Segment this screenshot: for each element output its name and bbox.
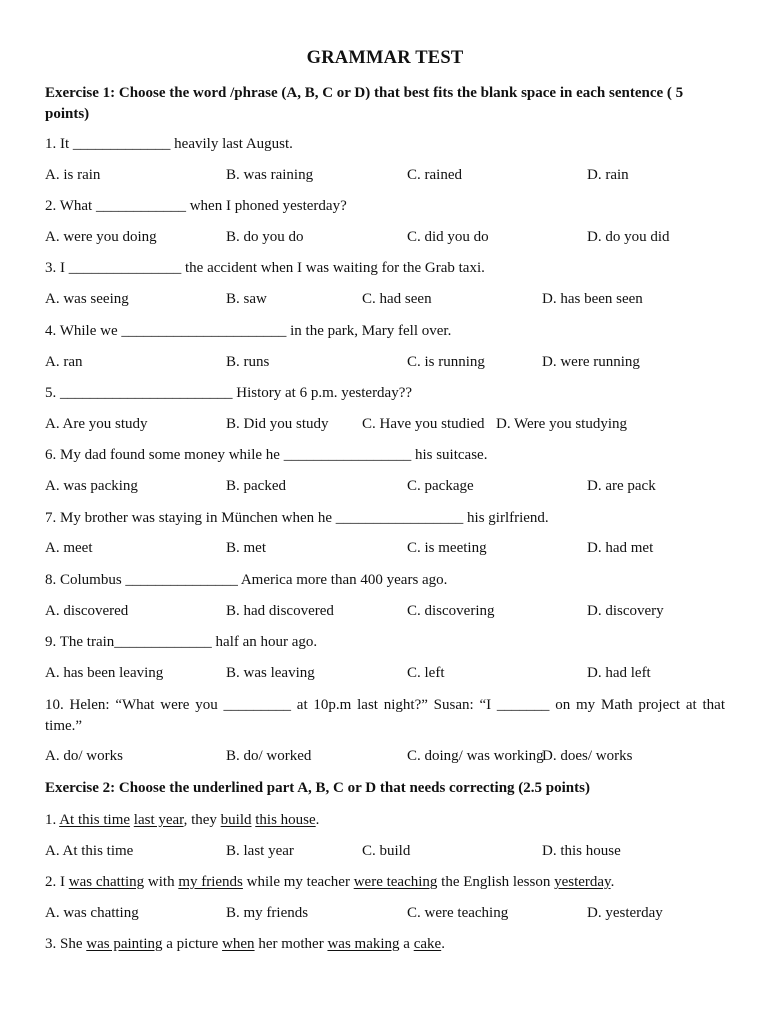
q6-option-a: A. was packing (45, 478, 138, 494)
q1-option-d: D. rain (587, 167, 629, 183)
q10-option-d: D. does/ works (542, 748, 633, 764)
q6-option-b: B. packed (226, 478, 286, 494)
exercise-2-heading: Exercise 2: Choose the underlined part A, B, C or D that needs correcting (2.5 points) (45, 780, 590, 796)
ex2-q1-option-a: A. At this time (45, 843, 134, 859)
question-2: 2. What ____________ when I phoned yesterday? (45, 198, 347, 214)
q1-option-c: C. rained (407, 167, 462, 183)
ex2-q2-option-c: C. were teaching (407, 905, 509, 921)
ex2-q1-option-c: C. build (362, 843, 411, 859)
q9-option-b: B. was leaving (226, 665, 315, 681)
exercise-1-heading: Exercise 1: Choose the word /phrase (A, B, C or D) that best fits the blank space in each sentence ( 5 points) (45, 85, 684, 122)
q4-option-b: B. runs (226, 354, 270, 370)
q2-option-d: D. do you did (587, 229, 670, 245)
ex2-q2-option-b: B. my friends (226, 905, 309, 921)
q4-option-a: A. ran (45, 354, 83, 370)
ex2-q1-part-d: this house (255, 812, 316, 828)
q9-option-a: A. has been leaving (45, 665, 164, 681)
ex2-q3-text: a (399, 936, 414, 952)
ex2-q2-number: 2. I (45, 874, 69, 890)
q3-option-d: D. has been seen (542, 291, 643, 307)
q7-option-b: B. met (226, 540, 266, 556)
ex2-q2-part-d: yesterday (554, 874, 611, 890)
ex2-q1-option-b: B. last year (226, 843, 294, 859)
ex2-q2-text: the English lesson (437, 874, 555, 890)
q2-option-a: A. were you doing (45, 229, 157, 245)
ex2-q3-part-a: was painting (86, 936, 163, 952)
q7-option-d: D. had met (587, 540, 654, 556)
ex2-q2-option-a: A. was chatting (45, 905, 139, 921)
q8-option-a: A. discovered (45, 603, 129, 619)
ex2-q1-text: , they (183, 812, 221, 828)
page-title: GRAMMAR TEST (306, 48, 464, 68)
ex2-question-1 (45, 810, 725, 831)
q6-option-d: D. are pack (587, 478, 656, 494)
ex2-question-3 (45, 934, 725, 955)
ex2-q1-part-b: last year (133, 812, 184, 828)
question-9: 9. The train_____________ half an hour ago. (45, 634, 318, 650)
ex2-q2-text: . (610, 874, 615, 890)
q6-option-c: C. package (407, 478, 474, 494)
q10-option-c: C. doing/ was working (407, 748, 544, 764)
q3-option-c: C. had seen (362, 291, 432, 307)
ex2-q1-number: 1. (45, 812, 60, 828)
ex2-q2-part-b: my friends (178, 874, 243, 890)
q4-option-d: D. were running (542, 354, 640, 370)
question-10: 10. Helen: “What were you _________ at 10p.m last night?” Susan: “I _______ on my Math project at that time.” (45, 697, 725, 734)
ex2-q3-part-b: when (222, 936, 255, 952)
question-6: 6. My dad found some money while he _________________ his suitcase. (45, 447, 488, 463)
ex2-q2-part-a: was chatting (68, 874, 145, 890)
q9-option-d: D. had left (587, 665, 651, 681)
ex2-q3-text: . (441, 936, 445, 952)
q1-option-b: B. was raining (226, 167, 314, 183)
q5-option-d: D. Were you studying (496, 416, 628, 432)
q8-option-c: C. discovering (407, 603, 495, 619)
q7-option-c: C. is meeting (407, 540, 487, 556)
q10-option-b: B. do/ worked (226, 748, 312, 764)
q5-option-c: C. Have you studied (362, 416, 485, 432)
ex2-q1-option-d: D. this house (542, 843, 621, 859)
q3-option-a: A. was seeing (45, 291, 129, 307)
q9-option-c: C. left (407, 665, 445, 681)
ex2-q2-option-d: D. yesterday (587, 905, 663, 921)
question-7: 7. My brother was staying in München when he _________________ his girlfriend. (45, 510, 549, 526)
q4-option-c: C. is running (407, 354, 485, 370)
ex2-q2-text: with (144, 874, 179, 890)
q7-option-a: A. meet (45, 540, 93, 556)
q3-option-b: B. saw (226, 291, 267, 307)
ex2-q2-text: while my teacher (242, 874, 354, 890)
ex2-q3-text: her mother (254, 936, 328, 952)
q2-option-b: B. do you do (226, 229, 304, 245)
q1-option-a: A. is rain (45, 167, 101, 183)
ex2-q1-text: . (315, 812, 320, 828)
q2-option-c: C. did you do (407, 229, 489, 245)
ex2-q3-part-c: was making (327, 936, 400, 952)
ex2-q1-part-a: At this time (59, 812, 131, 828)
ex2-q3-part-d: cake (413, 936, 442, 952)
q8-option-b: B. had discovered (226, 603, 334, 619)
ex2-q3-text: a picture (162, 936, 223, 952)
ex2-q2-part-c: were teaching (353, 874, 438, 890)
question-4: 4. While we ______________________ in the park, Mary fell over. (45, 323, 452, 339)
question-3: 3. I _______________ the accident when I was waiting for the Grab taxi. (45, 260, 485, 276)
ex2-q3-number: 3. She (45, 936, 87, 952)
ex2-question-2 (45, 872, 725, 893)
q10-option-a: A. do/ works (45, 748, 123, 764)
question-1: 1. It _____________ heavily last August. (45, 136, 293, 152)
question-5: 5. _______________________ History at 6 p.m. yesterday?? (45, 385, 413, 401)
ex2-q1-part-c: build (220, 812, 252, 828)
q8-option-d: D. discovery (587, 603, 664, 619)
q5-option-a: A. Are you study (45, 416, 148, 432)
q5-option-b: B. Did you study (226, 416, 329, 432)
question-8: 8. Columbus _______________ America more than 400 years ago. (45, 572, 448, 588)
